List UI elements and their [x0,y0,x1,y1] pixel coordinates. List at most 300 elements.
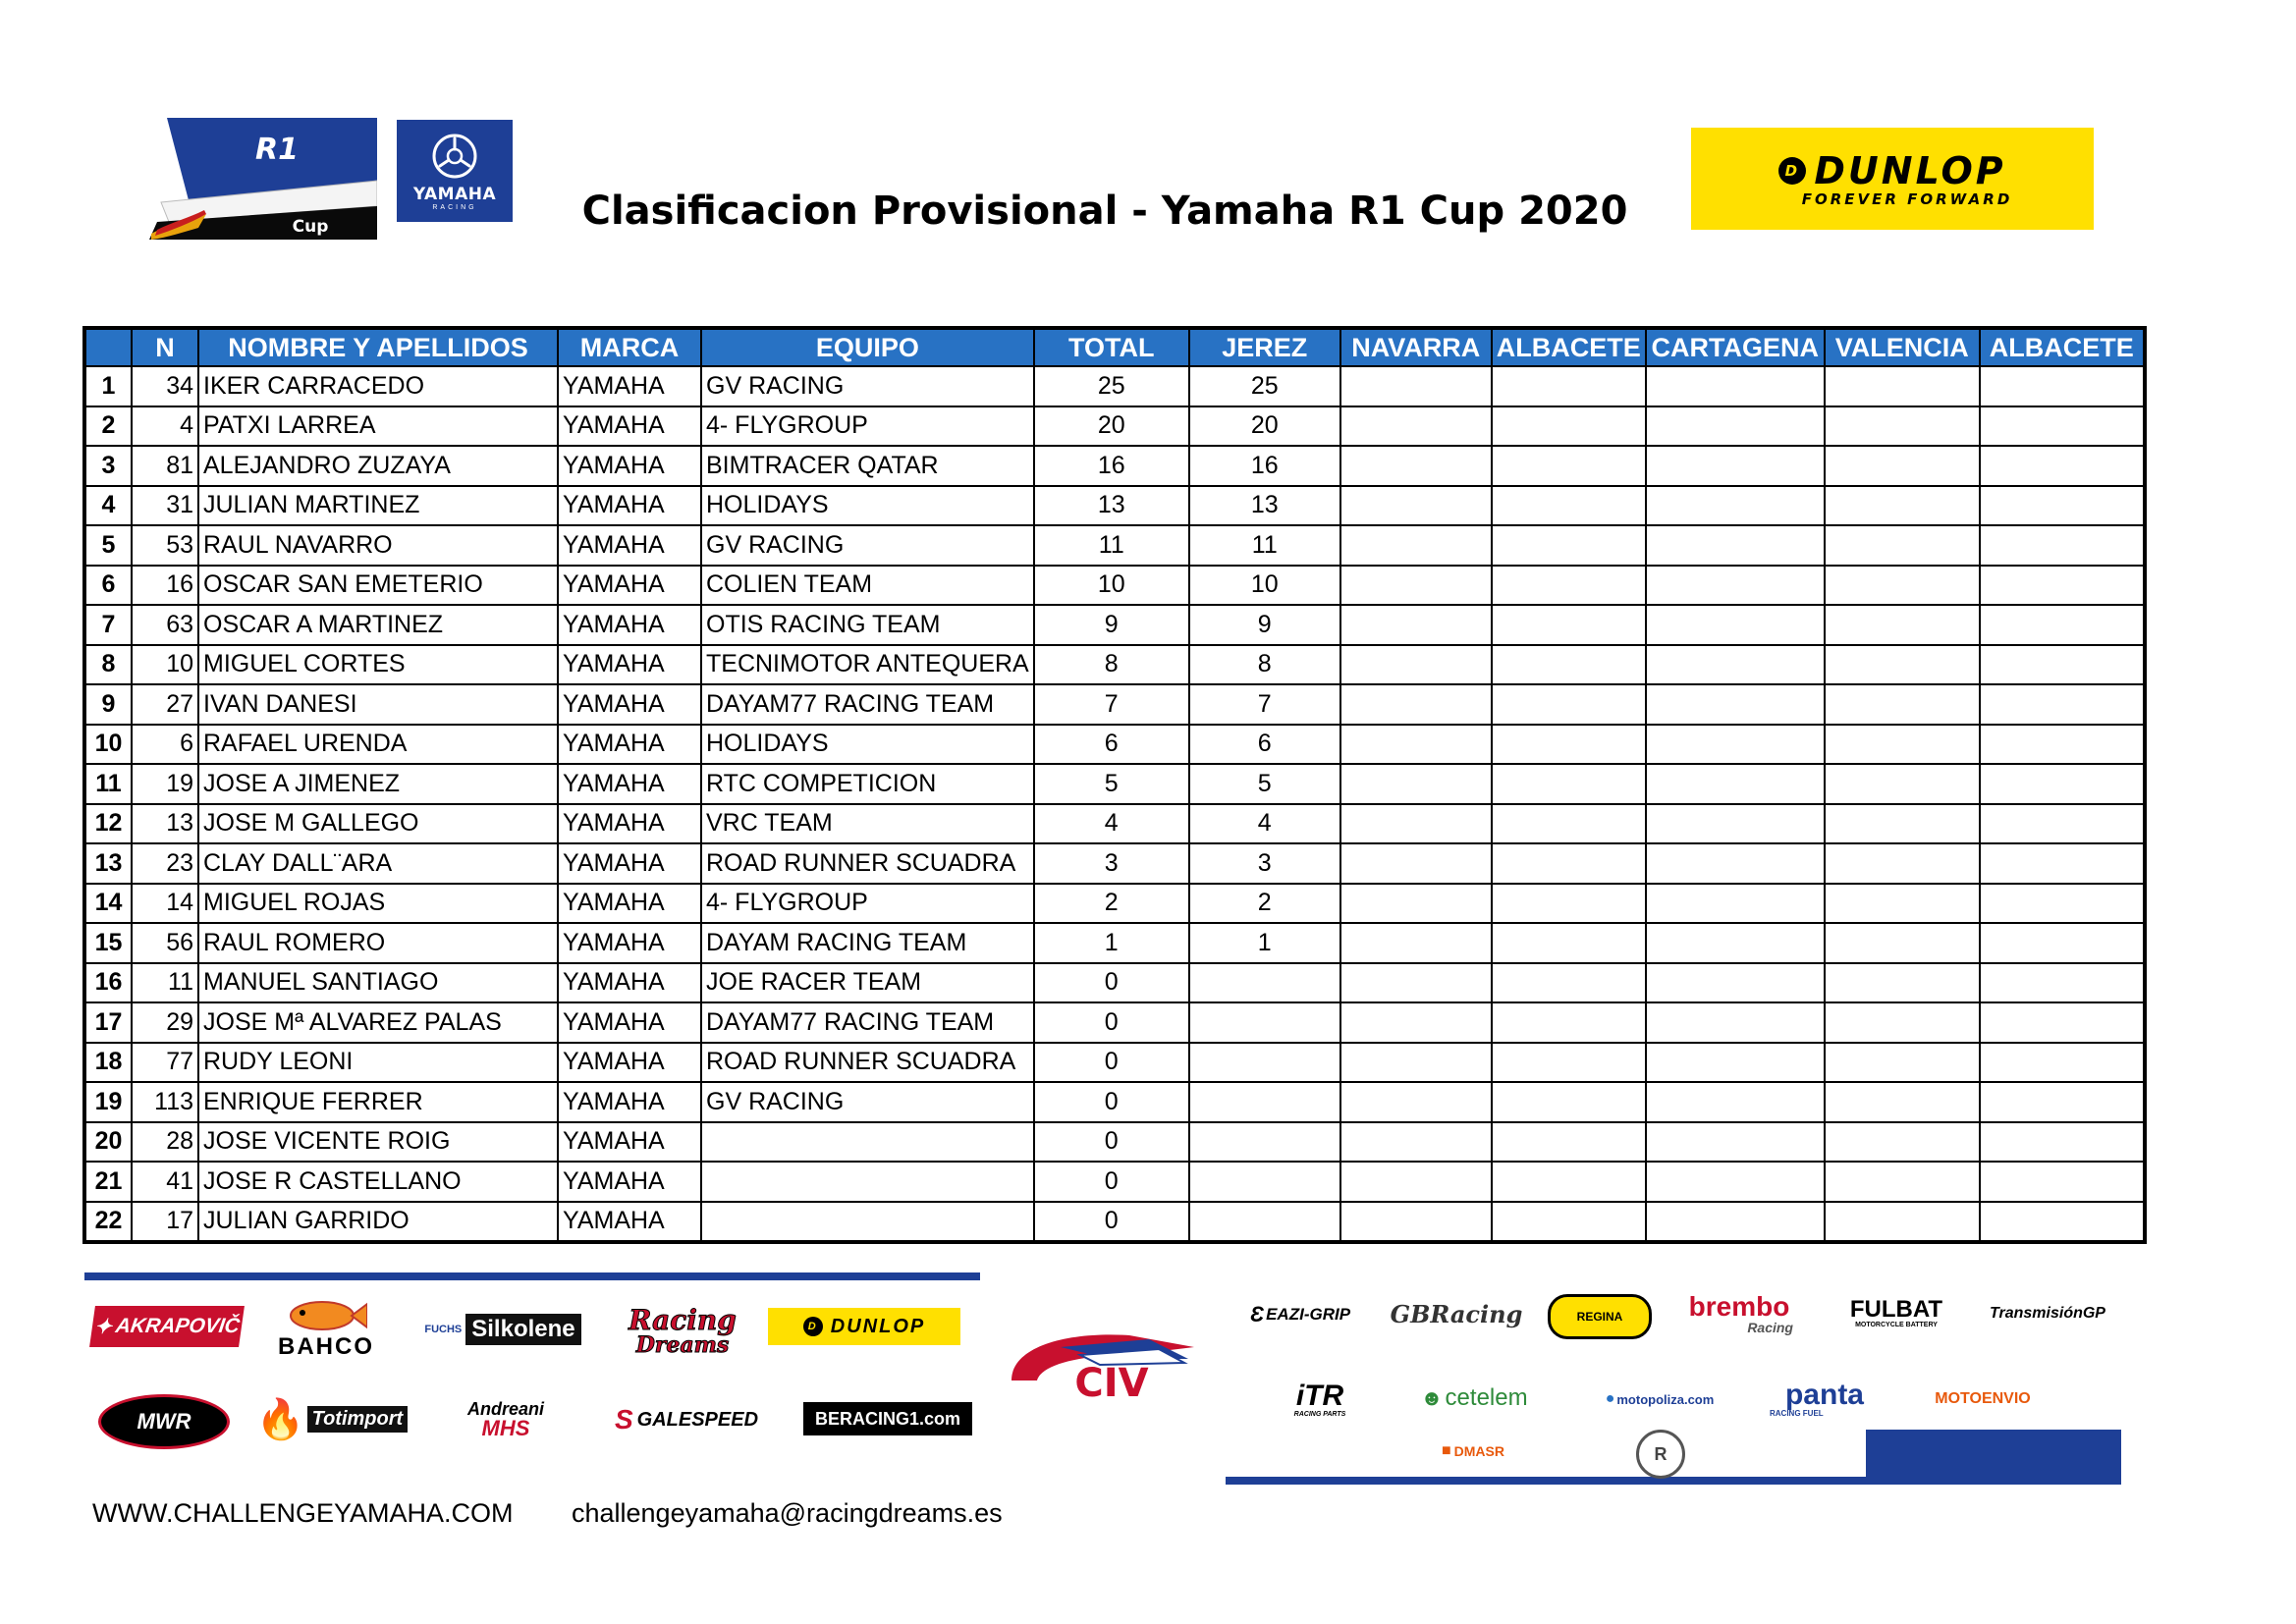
dunlop-sponsor-d-icon: D [803,1317,823,1336]
team-cell: GV RACING [701,1082,1034,1122]
table-row [84,884,2145,924]
navarra-points-cell [1340,884,1492,924]
team-cell: BIMTRACER QATAR [701,446,1034,486]
r1-logo-sub: Cup [292,217,329,237]
albacete-2-points-cell [1980,486,2145,526]
brand-cell: YAMAHA [558,1002,701,1043]
brand-cell: YAMAHA [558,804,701,844]
cartagena-points-cell [1646,406,1825,447]
jerez-points-cell [1189,1002,1340,1043]
position-cell: 1 [84,366,132,406]
cartagena-points-cell [1646,366,1825,406]
eazigrip-e-icon: Ɛ [1249,1302,1265,1326]
akrapovic-logo: ✦ AKRAPOVIČ [89,1306,245,1347]
navarra-points-cell [1340,1002,1492,1043]
table-row [84,804,2145,844]
column-header-valencia: VALENCIA [1825,328,1980,366]
brand-cell: YAMAHA [558,566,701,606]
table-row [84,366,2145,406]
position-cell: 7 [84,605,132,645]
jerez-points-cell: 2 [1189,884,1340,924]
standings-table [82,326,2147,1244]
footer-divider-block [1866,1430,2121,1479]
navarra-points-cell [1340,963,1492,1003]
motopoliza-logo: ● motopoliza.com [1605,1390,1715,1407]
brand-cell: YAMAHA [558,645,701,685]
total-points-cell: 7 [1034,684,1189,725]
total-points-cell: 0 [1034,1202,1189,1243]
rider-name-cell: PATXI LARREA [198,406,558,447]
albacete-2-points-cell [1980,525,2145,566]
column-header-name: NOMBRE Y APELLIDOS [198,328,558,366]
total-points-cell: 2 [1034,884,1189,924]
albacete-2-points-cell [1980,1162,2145,1202]
valencia-points-cell [1825,446,1980,486]
rider-number-cell: 29 [132,1002,198,1043]
navarra-points-cell [1340,684,1492,725]
team-cell [701,1162,1034,1202]
column-header-albacete: ALBACETE [1492,328,1646,366]
navarra-points-cell [1340,446,1492,486]
table-row [84,525,2145,566]
albacete-points-cell [1492,804,1646,844]
navarra-points-cell [1340,525,1492,566]
jerez-points-cell: 3 [1189,843,1340,884]
total-points-cell: 9 [1034,605,1189,645]
jerez-points-cell [1189,1043,1340,1083]
rider-name-cell: JULIAN MARTINEZ [198,486,558,526]
eazigrip-logo: Ɛ EAZI-GRIP [1249,1302,1351,1326]
brand-cell: YAMAHA [558,1043,701,1083]
beracing-logo: BERACING1.com [803,1402,972,1435]
jerez-points-cell: 13 [1189,486,1340,526]
position-cell: 9 [84,684,132,725]
albacete-points-cell [1492,1162,1646,1202]
total-points-cell: 0 [1034,1122,1189,1163]
total-points-cell: 0 [1034,1162,1189,1202]
dmasr-square-icon: ■ [1441,1442,1451,1459]
albacete-points-cell [1492,605,1646,645]
albacete-2-points-cell [1980,1202,2145,1243]
position-cell: 6 [84,566,132,606]
cartagena-points-cell [1646,804,1825,844]
dmasr-logo: ■ DMASR [1441,1442,1504,1459]
jerez-points-cell: 10 [1189,566,1340,606]
civ-logo [1002,1326,1208,1414]
footer-website-link[interactable]: WWW.CHALLENGEYAMAHA.COM [92,1498,514,1528]
jerez-points-cell [1189,1162,1340,1202]
team-cell [701,1202,1034,1243]
totimport-logo: 🔥 Totimport [253,1392,410,1445]
total-points-cell: 20 [1034,406,1189,447]
navarra-points-cell [1340,406,1492,447]
valencia-points-cell [1825,566,1980,606]
table-row [84,1043,2145,1083]
civ-text: CIV [1074,1361,1149,1406]
brand-cell: YAMAHA [558,406,701,447]
albacete-2-points-cell [1980,684,2145,725]
rider-number-cell: 16 [132,566,198,606]
table-row [84,923,2145,963]
rider-number-cell: 81 [132,446,198,486]
total-points-cell: 4 [1034,804,1189,844]
valencia-points-cell [1825,684,1980,725]
navarra-points-cell [1340,804,1492,844]
albacete-2-points-cell [1980,963,2145,1003]
navarra-points-cell [1340,486,1492,526]
andreani-logo: Andreani MHS [466,1399,544,1440]
cartagena-points-cell [1646,446,1825,486]
team-cell: RTC COMPETICION [701,764,1034,804]
jerez-points-cell [1189,963,1340,1003]
rider-number-cell: 10 [132,645,198,685]
albacete-points-cell [1492,963,1646,1003]
brembo-logo: brembo Racing [1688,1291,1793,1335]
bahco-fish-icon [285,1298,367,1333]
total-points-cell: 0 [1034,1043,1189,1083]
valencia-points-cell [1825,963,1980,1003]
total-points-cell: 11 [1034,525,1189,566]
total-points-cell: 6 [1034,725,1189,765]
albacete-2-points-cell [1980,406,2145,447]
rider-name-cell: ALEJANDRO ZUZAYA [198,446,558,486]
navarra-points-cell [1340,843,1492,884]
albacete-2-points-cell [1980,764,2145,804]
table-row [84,1202,2145,1243]
column-header-jerez: JEREZ [1189,328,1340,366]
team-cell: DAYAM RACING TEAM [701,923,1034,963]
position-cell: 2 [84,406,132,447]
rider-number-cell: 63 [132,605,198,645]
position-cell: 21 [84,1162,132,1202]
brand-cell: YAMAHA [558,366,701,406]
table-row [84,764,2145,804]
rider-number-cell: 17 [132,1202,198,1243]
team-cell: 4- FLYGROUP [701,884,1034,924]
albacete-points-cell [1492,884,1646,924]
rider-number-cell: 13 [132,804,198,844]
table-row [84,566,2145,606]
rider-number-cell: 14 [132,884,198,924]
team-cell: ROAD RUNNER SCUADRA [701,843,1034,884]
position-cell: 4 [84,486,132,526]
cetelem-logo: ☻ cetelem [1420,1384,1528,1411]
position-cell: 17 [84,1002,132,1043]
dunlop-tagline: FOREVER FORWARD [1801,190,2013,208]
total-points-cell: 25 [1034,366,1189,406]
mwr-logo: MWR [98,1394,230,1449]
jerez-points-cell: 1 [1189,923,1340,963]
cartagena-points-cell [1646,843,1825,884]
albacete-points-cell [1492,486,1646,526]
albacete-points-cell [1492,446,1646,486]
footer-divider-left [84,1272,980,1280]
albacete-2-points-cell [1980,923,2145,963]
brand-cell: YAMAHA [558,764,701,804]
dunlop-d-icon: D [1778,157,1806,185]
rider-name-cell: RUDY LEONI [198,1043,558,1083]
position-cell: 11 [84,764,132,804]
albacete-2-points-cell [1980,884,2145,924]
position-cell: 16 [84,963,132,1003]
brand-cell: YAMAHA [558,684,701,725]
cartagena-points-cell [1646,1002,1825,1043]
total-points-cell: 16 [1034,446,1189,486]
albacete-points-cell [1492,1043,1646,1083]
valencia-points-cell [1825,1002,1980,1043]
brand-cell: YAMAHA [558,1082,701,1122]
albacete-points-cell [1492,684,1646,725]
total-points-cell: 10 [1034,566,1189,606]
rider-number-cell: 23 [132,843,198,884]
albacete-2-points-cell [1980,446,2145,486]
jerez-points-cell: 11 [1189,525,1340,566]
cartagena-points-cell [1646,1082,1825,1122]
albacete-points-cell [1492,1002,1646,1043]
rider-name-cell: MIGUEL ROJAS [198,884,558,924]
navarra-points-cell [1340,1202,1492,1243]
table-row [84,1082,2145,1122]
total-points-cell: 3 [1034,843,1189,884]
valencia-points-cell [1825,1162,1980,1202]
panta-logo: panta RACING FUEL [1770,1379,1864,1418]
albacete-points-cell [1492,764,1646,804]
albacete-points-cell [1492,406,1646,447]
valencia-points-cell [1825,406,1980,447]
cartagena-points-cell [1646,605,1825,645]
position-cell: 18 [84,1043,132,1083]
table-row [84,725,2145,765]
cetelem-figure-icon: ☻ [1420,1385,1444,1410]
rider-name-cell: RAUL NAVARRO [198,525,558,566]
albacete-2-points-cell [1980,605,2145,645]
albacete-2-points-cell [1980,645,2145,685]
rider-name-cell: JOSE A JIMENEZ [198,764,558,804]
rider-number-cell: 6 [132,725,198,765]
navarra-points-cell [1340,645,1492,685]
gbracing-logo: GBRacing [1390,1299,1523,1328]
table-row [84,684,2145,725]
rider-name-cell: OSCAR A MARTINEZ [198,605,558,645]
rider-number-cell: 34 [132,366,198,406]
fuchs-logo: FUCHS [424,1324,463,1335]
cartagena-points-cell [1646,725,1825,765]
valencia-points-cell [1825,923,1980,963]
navarra-points-cell [1340,566,1492,606]
brand-cell: YAMAHA [558,884,701,924]
rider-number-cell: 41 [132,1162,198,1202]
table-row [84,1122,2145,1163]
rider-number-cell: 113 [132,1082,198,1122]
r1-logo-text: R1 [255,133,299,167]
valencia-points-cell [1825,1122,1980,1163]
rider-number-cell: 31 [132,486,198,526]
total-points-cell: 0 [1034,1002,1189,1043]
cartagena-points-cell [1646,684,1825,725]
itr-logo: iTR RACING PARTS [1293,1379,1346,1418]
valencia-points-cell [1825,804,1980,844]
footer-email-link[interactable]: challengeyamaha@racingdreams.es [572,1498,1003,1528]
brand-cell: YAMAHA [558,923,701,963]
valencia-points-cell [1825,366,1980,406]
total-points-cell: 0 [1034,1082,1189,1122]
position-cell: 22 [84,1202,132,1243]
team-cell: GV RACING [701,525,1034,566]
team-cell: DAYAM77 RACING TEAM [701,684,1034,725]
team-cell: JOE RACER TEAM [701,963,1034,1003]
albacete-points-cell [1492,366,1646,406]
brand-cell: YAMAHA [558,1122,701,1163]
albacete-points-cell [1492,1082,1646,1122]
total-points-cell: 8 [1034,645,1189,685]
jerez-points-cell: 25 [1189,366,1340,406]
brand-cell: YAMAHA [558,486,701,526]
position-cell: 12 [84,804,132,844]
albacete-2-points-cell [1980,1002,2145,1043]
cartagena-points-cell [1646,1043,1825,1083]
brand-cell: YAMAHA [558,963,701,1003]
albacete-points-cell [1492,923,1646,963]
brand-cell: YAMAHA [558,1202,701,1243]
table-row [84,963,2145,1003]
akrapovic-scorpion-icon: ✦ [92,1315,114,1338]
albacete-points-cell [1492,1202,1646,1243]
valencia-points-cell [1825,525,1980,566]
albacete-2-points-cell [1980,566,2145,606]
jerez-points-cell [1189,1082,1340,1122]
position-cell: 13 [84,843,132,884]
motopoliza-dot-icon: ● [1605,1390,1615,1407]
column-header-brand: MARCA [558,328,701,366]
yamaha-logo-sub: RACING [432,203,477,211]
jerez-points-cell [1189,1202,1340,1243]
valencia-points-cell [1825,764,1980,804]
albacete-2-points-cell [1980,366,2145,406]
column-header-navarra: NAVARRA [1340,328,1492,366]
regina-logo: REGINA [1548,1294,1652,1339]
albacete-points-cell [1492,843,1646,884]
team-cell: HOLIDAYS [701,725,1034,765]
table-row [84,605,2145,645]
position-cell: 19 [84,1082,132,1122]
dunlop-sponsor-logo: D DUNLOP [768,1308,960,1345]
page-title: Clasificacion Provisional - Yamaha R1 Cup 2020 [581,189,1628,234]
table-body [84,366,2145,1242]
column-header-cartagena: CARTAGENA [1646,328,1825,366]
brand-cell: YAMAHA [558,843,701,884]
rider-name-cell: CLAY DALL¨ARA [198,843,558,884]
valencia-points-cell [1825,884,1980,924]
navarra-points-cell [1340,1043,1492,1083]
albacete-2-points-cell [1980,1082,2145,1122]
rider-name-cell: MANUEL SANTIAGO [198,963,558,1003]
valencia-points-cell [1825,1043,1980,1083]
valencia-points-cell [1825,1082,1980,1122]
table-row [84,446,2145,486]
brand-cell: YAMAHA [558,605,701,645]
team-cell: GV RACING [701,366,1034,406]
position-cell: 5 [84,525,132,566]
table-header-row [84,328,2145,366]
flame-icon: 🔥 [255,1397,305,1441]
rider-name-cell: IKER CARRACEDO [198,366,558,406]
navarra-points-cell [1340,764,1492,804]
brand-cell: YAMAHA [558,446,701,486]
dunlop-header-logo [1691,128,2094,230]
fuchs-silkolene-logo [409,1310,597,1349]
rider-name-cell: RAFAEL URENDA [198,725,558,765]
transmisiongp-logo: TransmisiónGP [1990,1305,2105,1322]
albacete-points-cell [1492,725,1646,765]
albacete-points-cell [1492,645,1646,685]
rider-number-cell: 11 [132,963,198,1003]
valencia-points-cell [1825,1202,1980,1243]
rider-number-cell: 4 [132,406,198,447]
cartagena-points-cell [1646,1202,1825,1243]
yamaha-tuning-fork-icon [430,132,479,181]
cartagena-points-cell [1646,1122,1825,1163]
total-points-cell: 13 [1034,486,1189,526]
column-header-total: TOTAL [1034,328,1189,366]
bahco-logo: BAHCO [263,1294,389,1365]
navarra-points-cell [1340,605,1492,645]
cartagena-points-cell [1646,645,1825,685]
albacete-points-cell [1492,525,1646,566]
rider-name-cell: IVAN DANESI [198,684,558,725]
column-header-number: N [132,328,198,366]
galespeed-logo: S GALESPEED [614,1404,759,1435]
jerez-points-cell: 20 [1189,406,1340,447]
table-row [84,645,2145,685]
navarra-points-cell [1340,1082,1492,1122]
albacete-points-cell [1492,566,1646,606]
position-cell: 10 [84,725,132,765]
table-row [84,1002,2145,1043]
cartagena-points-cell [1646,486,1825,526]
valencia-points-cell [1825,725,1980,765]
team-cell: DAYAM77 RACING TEAM [701,1002,1034,1043]
team-cell: ROAD RUNNER SCUADRA [701,1043,1034,1083]
cartagena-points-cell [1646,764,1825,804]
position-cell: 14 [84,884,132,924]
valencia-points-cell [1825,486,1980,526]
team-cell: TECNIMOTOR ANTEQUERA [701,645,1034,685]
navarra-points-cell [1340,1122,1492,1163]
team-cell [701,1122,1034,1163]
jerez-points-cell: 7 [1189,684,1340,725]
yamaha-logo-text: YAMAHA [412,184,497,204]
jerez-points-cell: 6 [1189,725,1340,765]
jerez-points-cell: 4 [1189,804,1340,844]
navarra-points-cell [1340,923,1492,963]
r-badge-logo: R [1636,1430,1685,1479]
rider-name-cell: JOSE R CASTELLANO [198,1162,558,1202]
valencia-points-cell [1825,645,1980,685]
jerez-points-cell: 8 [1189,645,1340,685]
racing-dreams-logo: Racing Dreams [629,1304,737,1358]
brand-cell: YAMAHA [558,1162,701,1202]
position-cell: 20 [84,1122,132,1163]
cartagena-points-cell [1646,566,1825,606]
jerez-points-cell [1189,1122,1340,1163]
rider-name-cell: ENRIQUE FERRER [198,1082,558,1122]
rider-name-cell: JOSE M GALLEGO [198,804,558,844]
team-cell: 4- FLYGROUP [701,406,1034,447]
albacete-2-points-cell [1980,1122,2145,1163]
rider-name-cell: MIGUEL CORTES [198,645,558,685]
rider-number-cell: 77 [132,1043,198,1083]
total-points-cell: 5 [1034,764,1189,804]
